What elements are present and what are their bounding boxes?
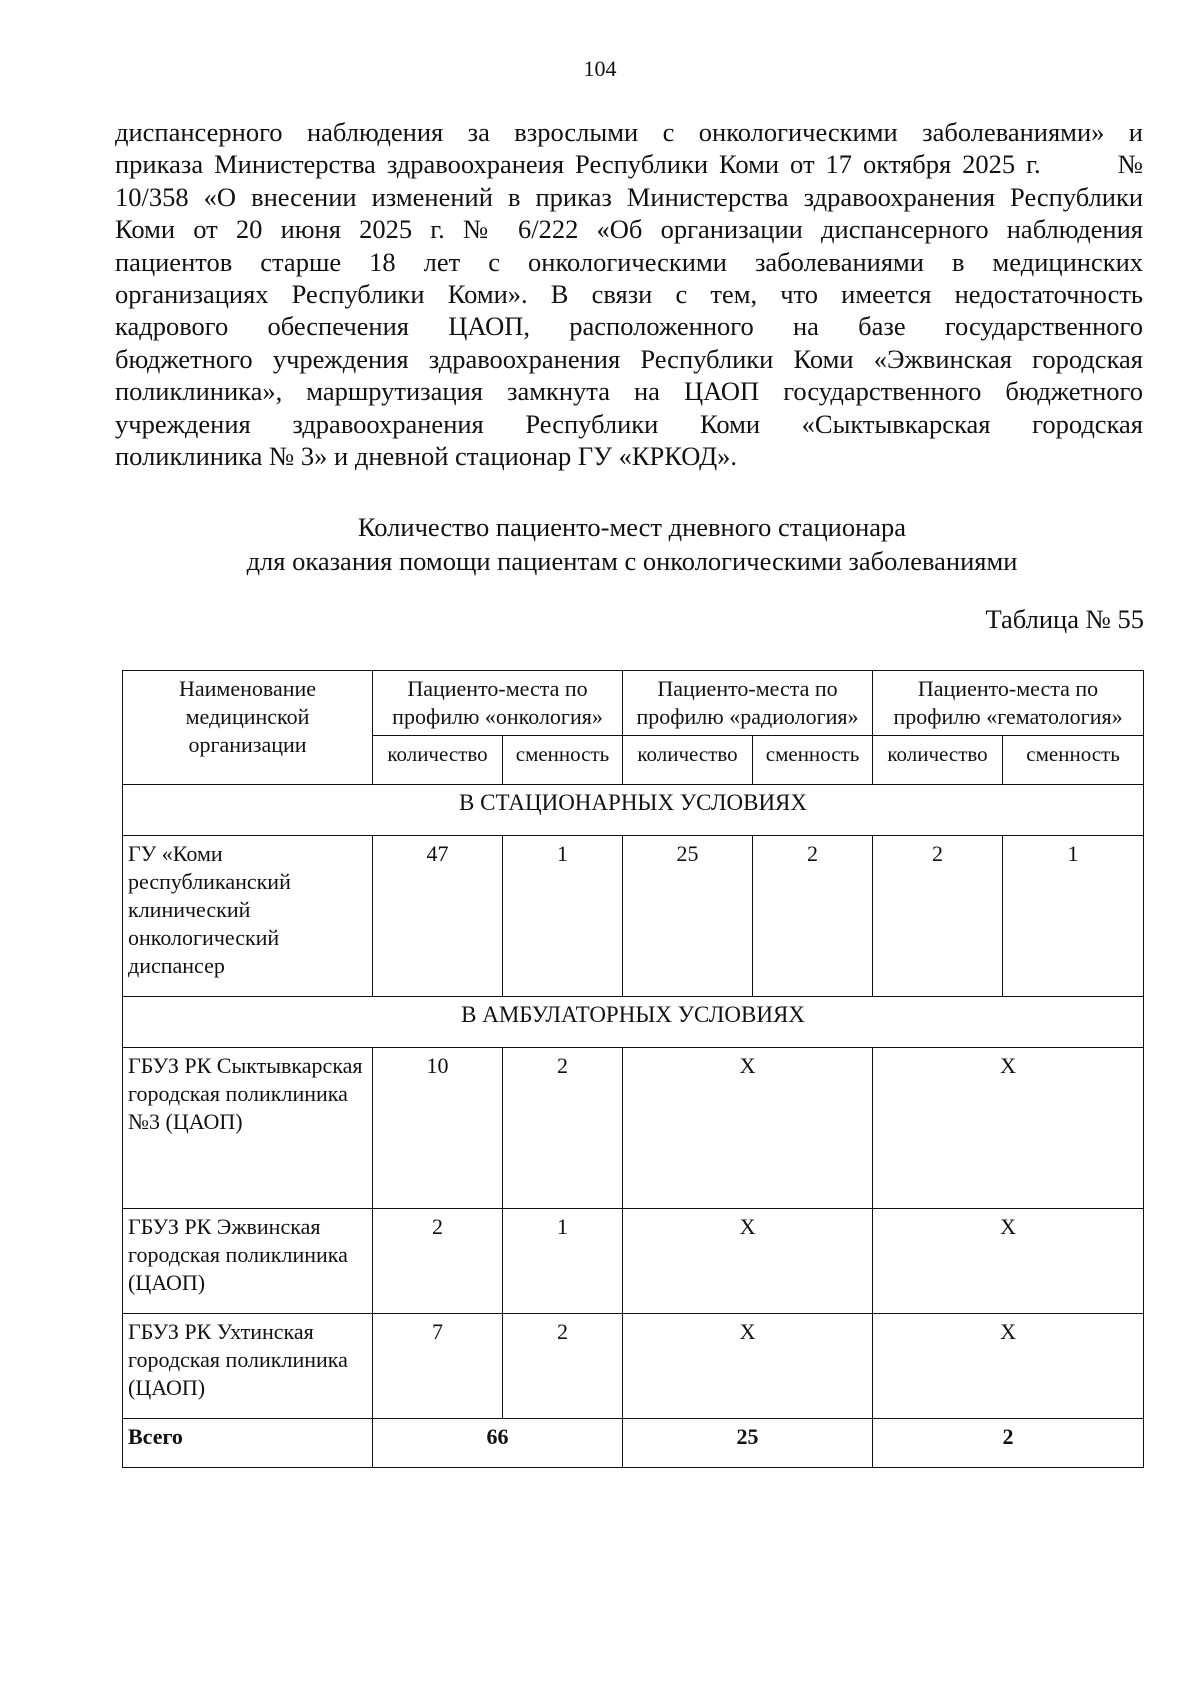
header-hem-count: количество: [873, 736, 1003, 785]
rad-value: Х: [623, 1048, 873, 1209]
table-row: [123, 1314, 1144, 1419]
section-outpatient-label: В АМБУЛАТОРНЫХ УСЛОВИЯХ: [123, 997, 1144, 1048]
total-row: [123, 1419, 1144, 1468]
hem-value: Х: [873, 1209, 1144, 1314]
table-title: [0, 510, 1200, 578]
onc-count: 10: [373, 1048, 503, 1209]
body-line: приказа Министерства здравоохранеия Республики Коми от 17 октября 2025 г. №: [115, 149, 1143, 180]
rad-count: 25: [623, 836, 753, 997]
header-hematology: Пациенто-места по профилю «гематология»: [873, 671, 1144, 736]
section-inpatient-label: В СТАЦИОНАРНЫХ УСЛОВИЯХ: [123, 785, 1144, 836]
rad-value: Х: [623, 1209, 873, 1314]
rad-shift: 2: [753, 836, 873, 997]
section-row-outpatient: [123, 997, 1144, 1048]
header-onc-count: количество: [373, 736, 503, 785]
body-line: кадрового обеспечения ЦАОП, расположенного на базе государственного: [115, 311, 1143, 342]
header-org: Наименование медицинской организации: [123, 671, 373, 785]
table-number-label: Таблица № 55: [985, 604, 1144, 634]
body-line: 10/358 «О внесении изменений в приказ Министерства здравоохранения Республики: [115, 181, 1143, 212]
total-label: Всего: [123, 1419, 373, 1468]
onc-count: 7: [373, 1314, 503, 1419]
onc-shift: 1: [503, 836, 623, 997]
table-row: [123, 1209, 1144, 1314]
table-row: [123, 836, 1144, 997]
onc-shift: 2: [503, 1048, 623, 1209]
table-title-line-2: для оказания помощи пациентам с онкологическими заболеваниями: [246, 546, 1018, 576]
body-line: диспансерного наблюдения за взрослыми с онкологическими заболеваниями» и: [115, 117, 1143, 147]
hem-value: Х: [873, 1314, 1144, 1419]
header-hem-shift: сменность: [1003, 736, 1144, 785]
hem-shift: 1: [1003, 836, 1144, 997]
header-rad-shift: сменность: [753, 736, 873, 785]
table-title-line-1: Количество пациенто-мест дневного стационара: [357, 512, 907, 542]
hem-value: Х: [873, 1048, 1144, 1209]
onc-count: 2: [373, 1209, 503, 1314]
table-row: [123, 1048, 1144, 1209]
body-line: организациях Республики Коми». В связи с тем, что имеется недостаточность: [115, 279, 1143, 310]
body-line: учреждения здравоохранения Республики Коми «Сыктывкарская городская: [115, 408, 1143, 439]
org-name: ГБУЗ РК Эжвинская городская поликлиника (ЦАОП): [123, 1209, 373, 1314]
onc-shift: 2: [503, 1314, 623, 1419]
body-line: поликлиника», маршрутизация замкнута на ЦАОП государственного бюджетного: [115, 376, 1143, 407]
table-header-row: [123, 671, 1144, 736]
hem-count: 2: [873, 836, 1003, 997]
total-oncology: 66: [373, 1419, 623, 1468]
patient-places-table: [122, 670, 1144, 1468]
header-onc-shift: сменность: [503, 736, 623, 785]
org-name: ГБУЗ РК Сыктывкарская городская поликлиника №3 (ЦАОП): [123, 1048, 373, 1209]
rad-value: Х: [623, 1314, 873, 1419]
header-radiology: Пациенто-места по профилю «радиология»: [623, 671, 873, 736]
body-line: пациентов старше 18 лет с онкологическими заболеваниями в медицинских: [115, 246, 1143, 277]
header-rad-count: количество: [623, 736, 753, 785]
body-line: Коми от 20 июня 2025 г. № 6/222 «Об организации диспансерного наблюдения: [115, 214, 1143, 245]
onc-count: 47: [373, 836, 503, 997]
body-line: поликлиника № 3» и дневной стационар ГУ «КРКОД».: [115, 441, 738, 472]
org-name: ГБУЗ РК Ухтинская городская поликлиника (ЦАОП): [123, 1314, 373, 1419]
section-row-inpatient: [123, 785, 1144, 836]
total-radiology: 25: [623, 1419, 873, 1468]
body-line: бюджетного учреждения здравоохранения Республики Коми «Эжвинская городская: [115, 343, 1143, 374]
org-name: ГУ «Коми республиканский клинический онкологический диспансер: [123, 836, 373, 997]
onc-shift: 1: [503, 1209, 623, 1314]
total-hematology: 2: [873, 1419, 1144, 1468]
header-oncology: Пациенто-места по профилю «онкология»: [373, 671, 623, 736]
page-number: 104: [583, 56, 617, 81]
body-paragraph: [115, 116, 1143, 472]
